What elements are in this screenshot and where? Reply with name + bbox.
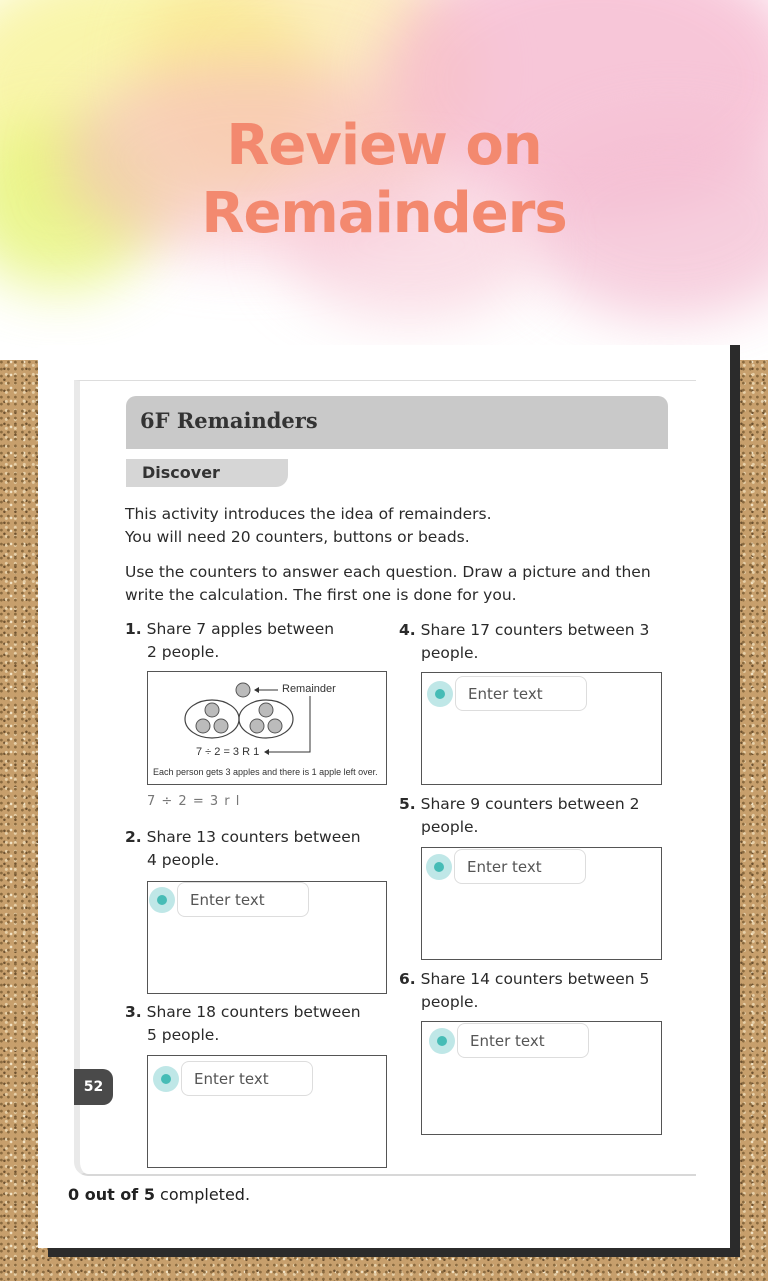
answer-field-2[interactable] [149,882,309,917]
instructions-line-2: write the calculation. The first one is done for you. [125,586,517,604]
remainder-arrow-head [254,687,259,693]
question-5 [399,793,640,839]
example-box [147,671,387,785]
answer-field-3[interactable] [153,1061,313,1096]
remainder-label: Remainder [282,683,336,695]
question-5-number: 5. [399,795,416,813]
answer-field-4[interactable] [427,676,587,711]
question-5-line-2: people. [421,818,479,836]
question-4 [399,619,649,665]
apple-icon [259,703,273,717]
radio-dot-icon[interactable] [149,887,175,913]
question-3-line-1: Share 18 counters between [146,1003,361,1021]
question-1-number: 1. [125,620,142,638]
completion-count: 0 out of 5 [68,1185,155,1204]
question-6-line-1: Share 14 counters between 5 [420,970,650,988]
question-4-line-1: Share 17 counters between 3 [420,621,650,639]
radio-dot-icon[interactable] [426,854,452,880]
intro-line-2: You will need 20 counters, buttons or beads. [125,528,470,546]
apple-icon [196,719,210,733]
intro-line-1: This activity introduces the idea of remainders. [125,505,492,523]
question-6 [399,968,649,1014]
answer-field-5[interactable] [426,849,586,884]
intro-text [125,503,492,549]
question-1-line-2: 2 people. [147,643,220,661]
apple-icon [205,703,219,717]
question-1 [125,618,334,664]
text-input-4[interactable]: Enter text [455,676,587,711]
header-banner [0,0,768,360]
question-2-number: 2. [125,828,142,846]
radio-dot-icon[interactable] [153,1066,179,1092]
instructions-text [125,561,651,607]
radio-dot-icon[interactable] [429,1028,455,1054]
question-3-number: 3. [125,1003,142,1021]
apple-icon [268,719,282,733]
discover-label: Discover [142,463,220,482]
question-2-line-1: Share 13 counters between [146,828,361,846]
completion-suffix: completed. [154,1185,251,1204]
section-title: 6F Remainders [140,408,318,433]
example-equation: 7 ÷ 2 = 3 R 1 [196,746,260,758]
title-line-1: Review on [226,113,542,178]
apple-icon [250,719,264,733]
radio-dot-icon[interactable] [427,681,453,707]
question-3-line-2: 5 people. [147,1026,220,1044]
question-4-line-2: people. [421,644,479,662]
question-2 [125,826,361,872]
example-caption: Each person gets 3 apples and there is 1 apple left over. [153,767,378,777]
question-1-line-1: Share 7 apples between [146,620,335,638]
title-line-2: Remainders [201,181,567,246]
text-input-2[interactable]: Enter text [177,882,309,917]
remainder-apple-icon [236,683,250,697]
answer-field-6[interactable] [429,1023,589,1058]
question-4-number: 4. [399,621,416,639]
text-input-3[interactable]: Enter text [181,1061,313,1096]
question-6-number: 6. [399,970,416,988]
apple-icon [214,719,228,733]
text-input-5[interactable]: Enter text [454,849,586,884]
instructions-line-1: Use the counters to answer each question. Draw a picture and then [125,563,651,581]
question-5-line-1: Share 9 counters between 2 [420,795,640,813]
completion-status [68,1185,250,1204]
page-number-tab: 52 [74,1069,113,1105]
text-input-6[interactable]: Enter text [457,1023,589,1058]
question-2-line-2: 4 people. [147,851,220,869]
question-6-line-2: people. [421,993,479,1011]
page-title [0,112,768,248]
question-3 [125,1001,361,1047]
handwritten-answer: 7 ÷ 2 = 3 r l [147,794,241,809]
equation-arrow-head [264,749,269,755]
